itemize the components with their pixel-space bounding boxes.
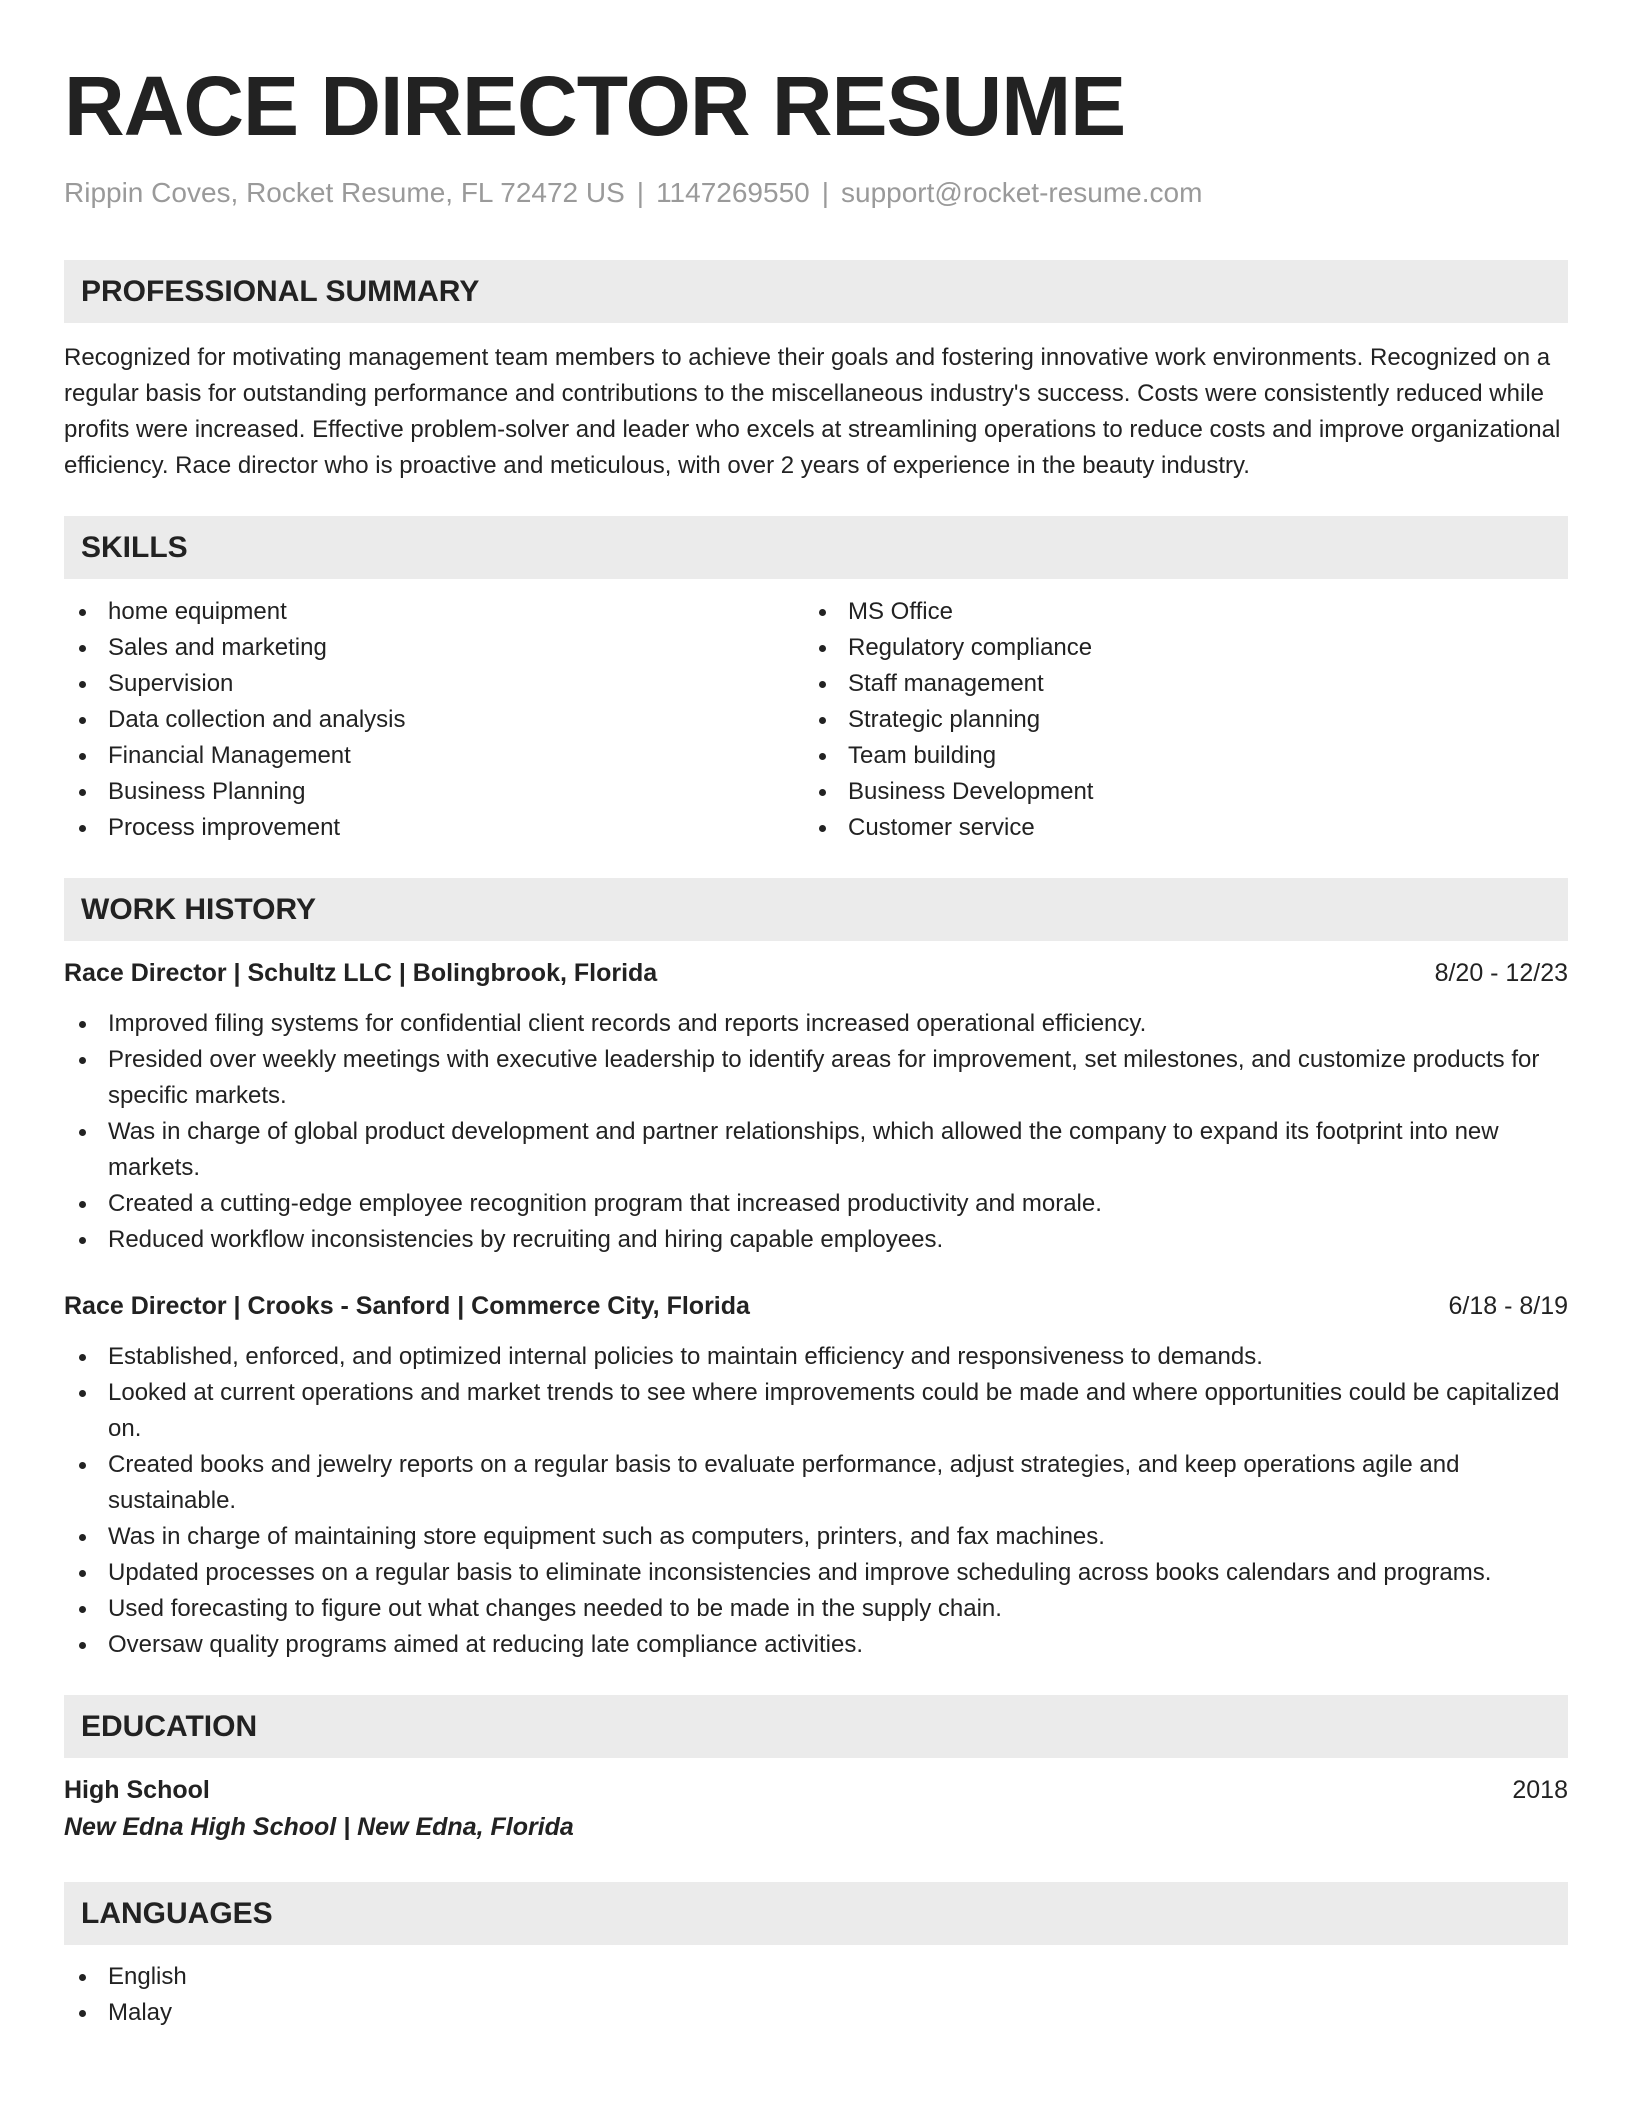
skill-item: Process improvement — [64, 810, 804, 846]
language-item: English — [64, 1959, 1568, 1995]
job-bullet: Created a cutting-edge employee recognition program that increased productivity and morale. — [64, 1186, 1568, 1222]
job-bullet: Was in charge of maintaining store equipment such as computers, printers, and fax machines. — [64, 1519, 1568, 1555]
job-title: Race Director | Schultz LLC | Bolingbrook, Florida — [64, 959, 658, 987]
work-heading: WORK HISTORY — [64, 878, 1568, 941]
contact-separator: | — [636, 177, 645, 208]
language-item: Malay — [64, 1995, 1568, 2031]
languages-heading: LANGUAGES — [64, 1882, 1568, 1945]
languages-list — [64, 1959, 1568, 2031]
skill-item: Regulatory compliance — [804, 630, 1544, 666]
education-degree: High School — [64, 1776, 210, 1804]
skill-item: Sales and marketing — [64, 630, 804, 666]
job-title: Race Director | Crooks - Sanford | Commerce City, Florida — [64, 1292, 750, 1320]
job-dates: 6/18 - 8/19 — [1448, 1292, 1568, 1320]
job-bullet: Presided over weekly meetings with executive leadership to identify areas for improvement, set milestones, and customize products for specific markets. — [64, 1042, 1568, 1114]
skill-item: Financial Management — [64, 738, 804, 774]
skill-item: Supervision — [64, 666, 804, 702]
skill-item: home equipment — [64, 594, 804, 630]
job-bullet: Oversaw quality programs aimed at reducing late compliance activities. — [64, 1627, 1568, 1663]
skill-item: Customer service — [804, 810, 1544, 846]
education-header — [64, 1772, 1568, 1809]
job-bullet: Updated processes on a regular basis to eliminate inconsistencies and improve scheduling across books calendars and programs. — [64, 1555, 1568, 1591]
job-entry — [64, 955, 1568, 1258]
job-bullet: Created books and jewelry reports on a regular basis to evaluate performance, adjust strategies, and keep operations agile and sustainable. — [64, 1447, 1568, 1519]
job-bullets — [64, 1006, 1568, 1258]
contact-line — [64, 176, 1568, 210]
job-bullets — [64, 1339, 1568, 1663]
skills-column-right — [804, 594, 1544, 846]
education-year: 2018 — [1512, 1776, 1568, 1804]
job-bullet: Used forecasting to figure out what changes needed to be made in the supply chain. — [64, 1591, 1568, 1627]
contact-separator: | — [821, 177, 829, 208]
resume-title: RACE DIRECTOR RESUME — [64, 59, 1126, 153]
job-entry — [64, 1288, 1568, 1663]
skill-item: Business Development — [804, 774, 1544, 810]
skill-item: Team building — [804, 738, 1544, 774]
job-header — [64, 1288, 1568, 1324]
skill-item: Data collection and analysis — [64, 702, 804, 738]
skill-item: Staff management — [804, 666, 1544, 702]
contact-email: support@rocket-resume.com — [841, 177, 1203, 208]
job-header — [64, 955, 1568, 991]
skills-column-left — [64, 594, 804, 846]
contact-address: Rippin Coves, Rocket Resume, FL 72472 US — [64, 177, 625, 208]
job-bullet: Was in charge of global product development and partner relationships, which allowed the company to expand its footprint into new markets. — [64, 1114, 1568, 1186]
job-bullet: Looked at current operations and market trends to see where improvements could be made and where opportunities could be capitalized on. — [64, 1375, 1568, 1447]
skills-heading: SKILLS — [64, 516, 1568, 579]
education-heading: EDUCATION — [64, 1695, 1568, 1758]
skill-item: Strategic planning — [804, 702, 1544, 738]
summary-text: Recognized for motivating management team members to achieve their goals and fostering innovative work environments. Recognized on a regular basis for outstanding performance and contributions to the miscellaneous industry's success. Costs were consistently reduced while profits were increased. Effective problem-solver and leader who excels at streamlining operations to reduce costs and improve organizational efficiency. Race director who is proactive and meticulous, with over 2 years of experience in the beauty industry. — [64, 344, 1561, 479]
contact-phone: 1147269550 — [656, 177, 810, 208]
job-dates: 8/20 - 12/23 — [1434, 959, 1568, 987]
education-entry — [64, 1772, 1568, 1846]
summary-heading: PROFESSIONAL SUMMARY — [64, 260, 1568, 323]
skill-item: MS Office — [804, 594, 1544, 630]
skill-item: Business Planning — [64, 774, 804, 810]
job-bullet: Improved filing systems for confidential client records and reports increased operational efficiency. — [64, 1006, 1568, 1042]
skills-list — [64, 594, 1568, 846]
education-school: New Edna High School | New Edna, Florida — [64, 1813, 574, 1841]
job-bullet: Established, enforced, and optimized internal policies to maintain efficiency and responsiveness to demands. — [64, 1339, 1568, 1375]
job-bullet: Reduced workflow inconsistencies by recruiting and hiring capable employees. — [64, 1222, 1568, 1258]
